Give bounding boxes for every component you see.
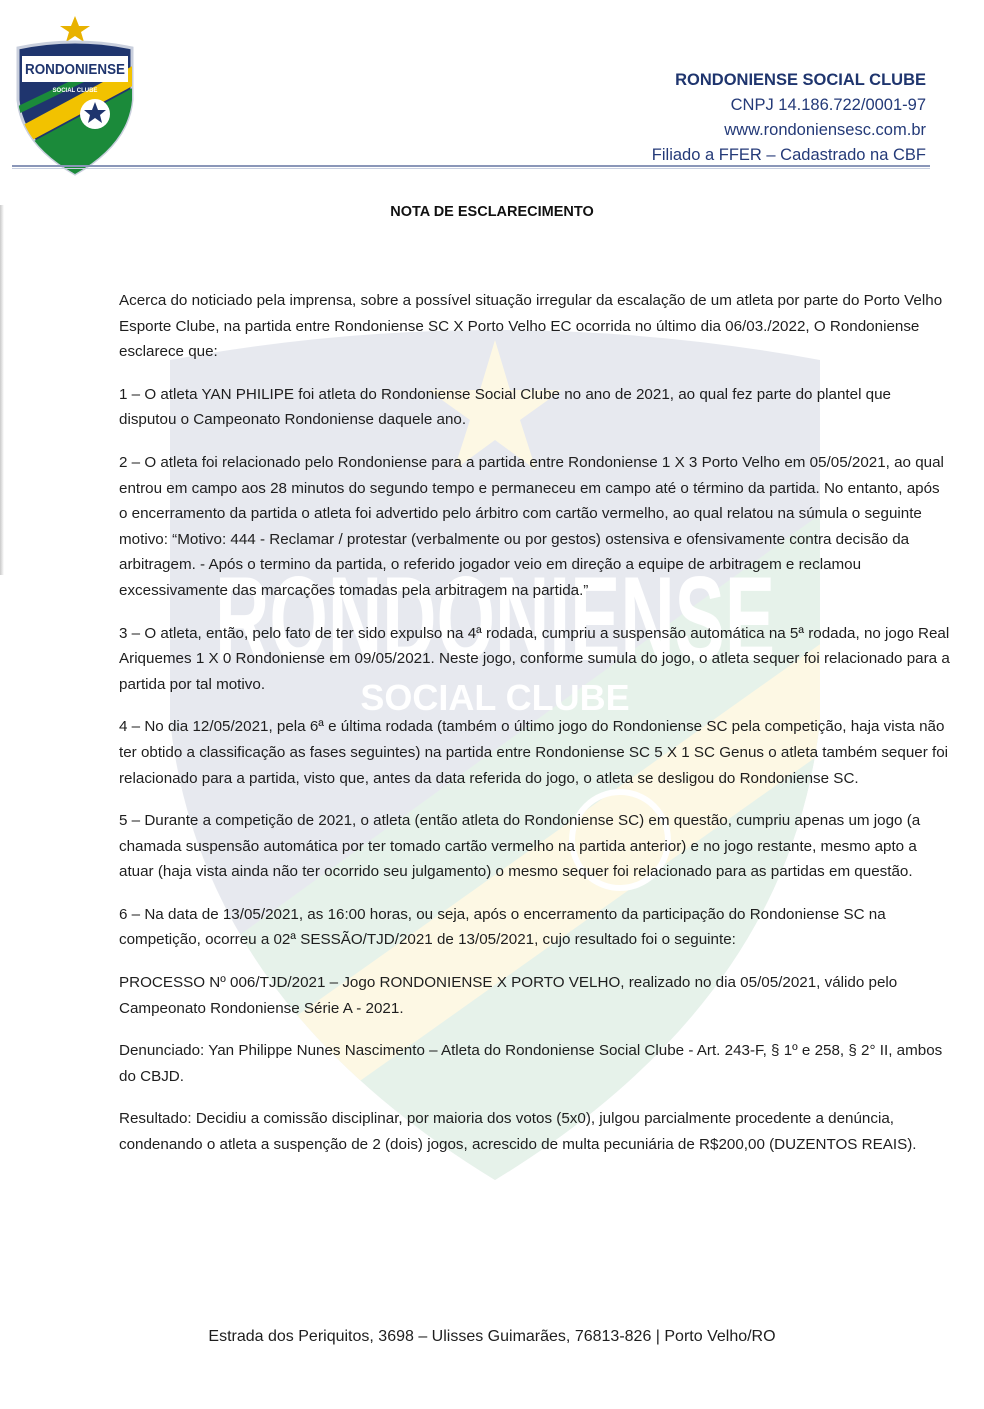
- paragraph-processo: PROCESSO Nº 006/TJD/2021 – Jogo RONDONIENSE X PORTO VELHO, realizado no dia 05/05/2021, válido pelo Campeonato Rondoniense Série A - 2021.: [119, 974, 898, 1017]
- letterhead-info: [652, 68, 926, 168]
- star-icon: [60, 16, 90, 42]
- paragraph-resultado: Resultado: Decidiu a comissão disciplinar, por maioria dos votos (5x0), julgou parcialmente procedente a denúncia, condenando o atleta a suspenção de 2 (dois) jogos, acrescido de multa pecuniária de R$200,00 (DUZENTOS REAIS).: [119, 1110, 917, 1154]
- watermark-subtext: SOCIAL CLUBE: [360, 677, 630, 718]
- club-logo: [10, 14, 140, 178]
- paragraph-2: 2 – O atleta foi relacionado pelo Rondoniense para a partida entre Rondoniense 1 X 3 Porto Velho em 05/05/2021, ao qual entrou em campo aos 28 minutos do segundo tempo e permaneceu em campo até o término da partida. No entanto, após o encerramento da partida o atleta foi advertido pelo árbitro com cartão vermelho, ao qual relatou na súmula o seguinte motivo: “Motivo: 444 - Reclamar / protestar (verbalmente ou por gestos) ostensiva e ofensivamente contra decisão da arbitragem. - Após o termino da partida, o referido jogador veio em direção a equipe de arbitragem e reclamou excessivamente das marcações tomadas pela arbitragem na partida.”: [119, 453, 944, 599]
- club-name: RONDONIENSE SOCIAL CLUBE: [675, 71, 926, 89]
- paragraph-intro: Acerca do noticiado pela imprensa, sobre a possível situação irregular da escalação de um atleta por parte do Porto Velho Esporte Clube, na partida entre Rondoniense SC X Porto Velho EC ocorrida no último dia 06/03./2022, O Rondoniense esclarece que:: [119, 292, 943, 361]
- header-divider: [12, 165, 930, 167]
- affiliation-text: Filiado a FFER – Cadastrado na CBF: [651, 146, 926, 164]
- paragraph-3: 3 – O atleta, então, pelo fato de ter sido expulso na 4ª rodada, cumpriu a suspensão automática na 5ª rodada, no jogo Real Ariquemes 1 X 0 Rondoniense em 09/05/2021. Neste jogo, conforme sumula do jogo, o atleta sequer foi relacionado para a partida por tal motivo.: [119, 624, 950, 693]
- footer-address: Estrada dos Periquitos, 3698 – Ulisses Guimarães, 76813-826 | Porto Velho/RO: [208, 1328, 776, 1345]
- logo-text: RONDONIENSE: [25, 62, 126, 78]
- paragraph-5: 5 – Durante a competição de 2021, o atleta (então atleta do Rondoniense SC) em questão, cumpriu apenas um jogo (a chamada suspensão automática por ter tomado cartão vermelho na partida anterior) e no jogo restante, mesmo apto a atuar (haja vista ainda não ter ocorrido seu julgamento) o mesmo sequer foi relacionado para as partidas em questão.: [119, 812, 921, 881]
- document-title: NOTA DE ESCLARECIMENTO: [390, 204, 594, 220]
- logo-subtext: SOCIAL CLUBE: [52, 88, 98, 94]
- paragraph-1: 1 – O atleta YAN PHILIPE foi atleta do Rondoniense Social Clube no ano de 2021, ao qual fez parte do plantel que disputou o Campeonato Rondoniense daquele ano.: [119, 385, 892, 429]
- document-body: [119, 288, 951, 1175]
- watermark-text: RONDONIENSE: [215, 552, 775, 686]
- page-edge-shadow: [0, 205, 4, 575]
- paragraph-denunciado: Denunciado: Yan Philippe Nunes Nascimento – Atleta do Rondoniense Social Clube - Art. 243-F, § 1º e 258, § 2° II, ambos do CBJD.: [119, 1042, 943, 1085]
- website-text: www.rondoniensesc.com.br: [724, 121, 926, 139]
- paragraph-4: 4 – No dia 12/05/2021, pela 6ª e última rodada (também o último jogo do Rondoniense SC pela competição, haja vista não ter obtido a classificação as fases seguintes) na partida entre Rondoniense SC 5 X 1 SC Genus o atleta também sequer foi relacionado para a partida, visto que, antes da data referida do jogo, o atleta se desligou do Rondoniense SC.: [119, 718, 949, 787]
- header-divider-thin: [12, 168, 930, 169]
- cnpj-text: CNPJ 14.186.722/0001-97: [730, 96, 926, 114]
- paragraph-6: 6 – Na data de 13/05/2021, as 16:00 horas, ou seja, após o encerramento da participação do Rondoniense SC na competição, ocorreu a 02ª SESSÃO/TJD/2021 de 13/05/2021, cujo resultado foi o seguinte:: [119, 905, 886, 949]
